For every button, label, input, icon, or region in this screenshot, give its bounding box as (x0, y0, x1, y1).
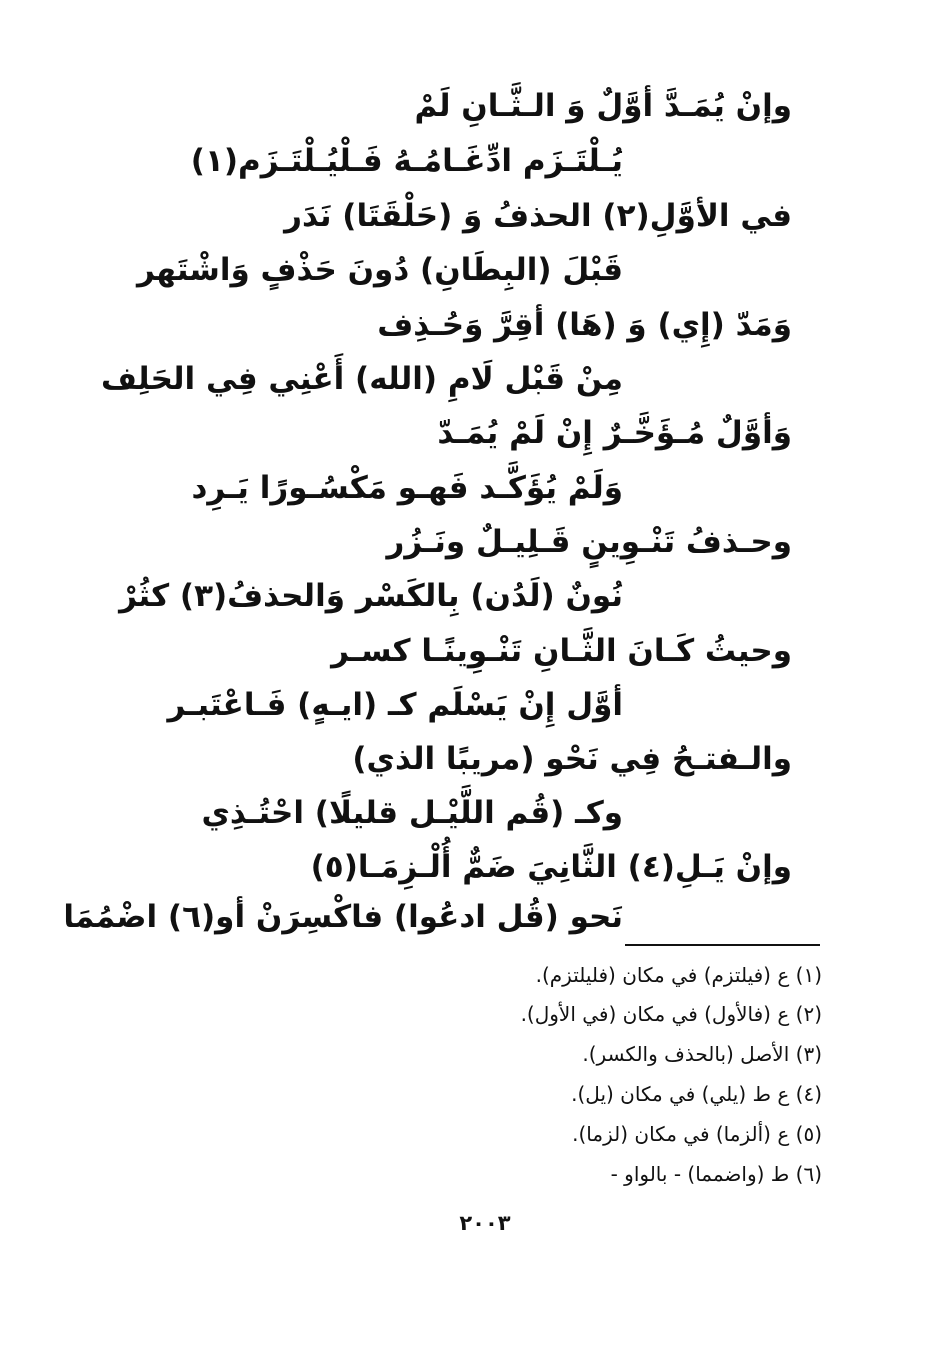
verse-line-4: قَبْلَ (البِطَانِ) دُونَ حَذْفٍ وَاشْتَهر (136, 252, 623, 288)
verse-line-11: وحيثُ كَـانَ الثَّـانِ تَنْـوِينًـا كسـر (331, 633, 792, 669)
verse-line-8: وَلَمْ يُؤَكَّـد فَهـو مَكْسُـورًا يَـرِد (191, 470, 623, 506)
verse-line-9: وحـذفُ تَنْـوِينٍ قَـلِيـلٌ ونَـزُر (386, 524, 792, 560)
footnote-1: (١) ع (فيلتزم) في مكان (فليلتزم). (535, 963, 822, 987)
footnote-6: (٦) ط (واضمما) - بالواو - (610, 1162, 822, 1186)
verse-line-2: يُـلْتَـزَم ادِّغَـامُـهُ فَـلْيُـلْتَـزَم(١) (190, 143, 623, 179)
verse-line-7: وَأوَّلٌ مُـؤَخَّـرٌ إِنْ لَمْ يُمَـدّ (437, 415, 792, 451)
verse-line-5: وَمَدّ (إِي) وَ (هَا) أقِرَّ وَحُـذِف (377, 307, 792, 343)
footnote-4: (٤) ع ط (يلي) في مكان (يل). (571, 1082, 822, 1106)
verse-line-16: نَحو (قُل ادعُوا) فاكْسِرَنْ أو(٦) اضْمُمَا (63, 899, 623, 935)
footnote-2: (٢) ع (فالأول) في مكان (في الأول). (520, 1002, 822, 1026)
verse-line-15: وإنْ يَـلِ(٤) الثَّانِيَ ضَمٌّ أُلْـزِمَـا(٥) (310, 849, 792, 885)
footnote-separator (625, 944, 820, 946)
verse-line-1: وإنْ يُمَـدَّ أوَّلٌ وَ الـثَّـانِ لَمْ (414, 88, 792, 124)
verse-line-3: في الأوَّلِ(٢) الحذفُ وَ (حَلْقَتَا) نَدَر (284, 198, 792, 234)
page-number: ٢٠٠٣ (459, 1211, 511, 1235)
verse-line-6: مِنْ قَبْل لَامِ (الله) أَعْنِي فِي الحَلِف (101, 361, 623, 397)
footnote-3: (٣) الأصل (بالحذف والكسر). (582, 1042, 822, 1066)
verse-line-12: أوَّل إِنْ يَسْلَم كـ (ايـهٍ) فَـاعْتَبـر (167, 687, 623, 723)
footnote-5: (٥) ع (ألزما) في مكان (لزما). (572, 1122, 822, 1146)
verse-line-14: وكـ (قُم اللَّيْـل قليلًا) احْتُـذِي (201, 795, 623, 831)
verse-line-13: والـفتـحُ فِي نَحْو (مريبًا الذي) (352, 741, 792, 777)
verse-line-10: نُونٌ (لَدُن) بِالكَسْر وَالحذفُ(٣) كثُرْ (119, 578, 623, 614)
